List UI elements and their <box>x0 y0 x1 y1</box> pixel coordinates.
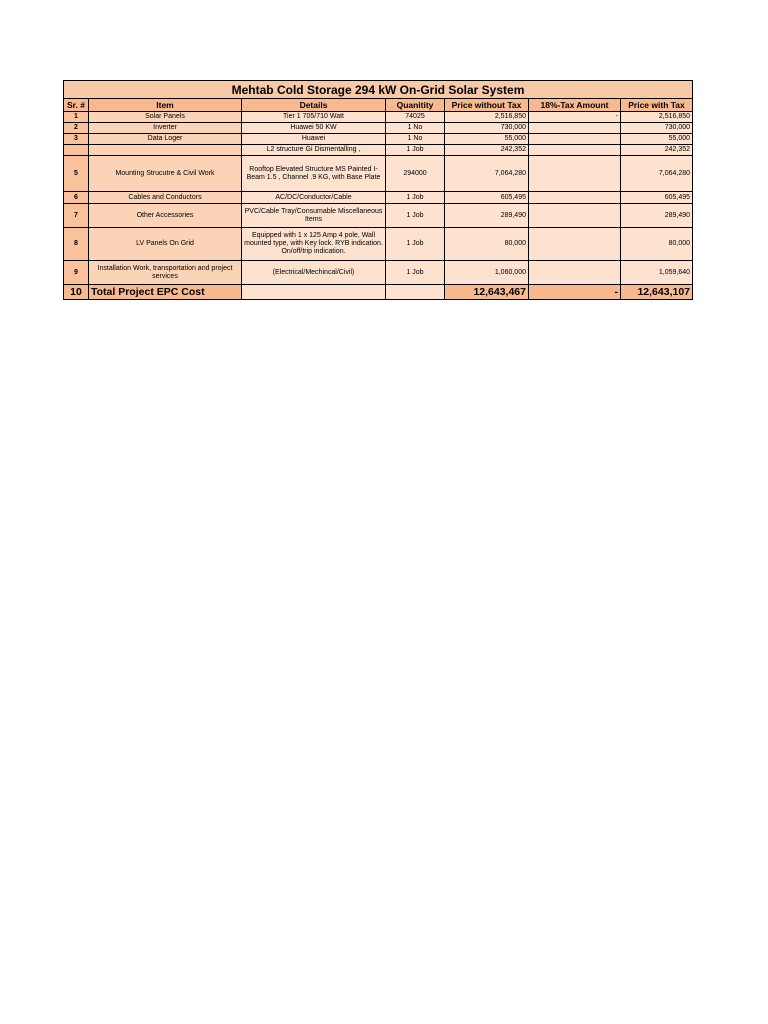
title-row <box>64 81 693 99</box>
cell-quantity[interactable]: 74025 <box>386 112 445 123</box>
cell-item[interactable]: Other Accessories <box>89 204 242 228</box>
cell-price-without-tax[interactable]: 605,495 <box>445 192 529 204</box>
cell-tax-amount[interactable] <box>529 261 621 285</box>
total-tax-amount[interactable]: - <box>529 285 621 300</box>
cell-item[interactable]: Installation Work, transportation and project services <box>89 261 242 285</box>
table-row <box>64 123 693 134</box>
total-price-with-tax[interactable]: 12,643,107 <box>621 285 693 300</box>
cell-item[interactable] <box>89 145 242 156</box>
cell-details[interactable]: Huawei 50 KW <box>242 123 386 134</box>
cell-sr[interactable]: 6 <box>64 192 89 204</box>
header-row <box>64 99 693 112</box>
table-row <box>64 156 693 192</box>
col-header-price-without-tax[interactable]: Price without Tax <box>445 99 529 112</box>
cell-price-with-tax[interactable]: 2,516,850 <box>621 112 693 123</box>
cell-price-without-tax[interactable]: 289,490 <box>445 204 529 228</box>
table-row <box>64 134 693 145</box>
table-row <box>64 192 693 204</box>
cell-tax-amount[interactable]: - <box>529 112 621 123</box>
col-header-item[interactable]: Item <box>89 99 242 112</box>
cell-quantity[interactable]: 1 Job <box>386 228 445 261</box>
cell-quantity[interactable]: 1 Job <box>386 204 445 228</box>
cell-details[interactable]: PVC/Cable Tray/Consumable Miscellaneous Items <box>242 204 386 228</box>
cell-price-with-tax[interactable]: 1,059,640 <box>621 261 693 285</box>
cell-quantity[interactable]: 1 No <box>386 134 445 145</box>
cell-price-without-tax[interactable]: 55,000 <box>445 134 529 145</box>
cell-sr[interactable]: 7 <box>64 204 89 228</box>
total-row <box>64 285 693 300</box>
cell-item[interactable]: LV Panels On Grid <box>89 228 242 261</box>
cell-details[interactable]: (Electrical/Mechincal/Civil) <box>242 261 386 285</box>
cell-price-with-tax[interactable]: 242,352 <box>621 145 693 156</box>
cell-details[interactable]: Tier 1 705/710 Watt <box>242 112 386 123</box>
cell-price-without-tax[interactable]: 1,060,000 <box>445 261 529 285</box>
cell-price-with-tax[interactable]: 7,064,280 <box>621 156 693 192</box>
cell-price-without-tax[interactable]: 2,516,850 <box>445 112 529 123</box>
table-row <box>64 145 693 156</box>
total-price-without-tax[interactable]: 12,643,467 <box>445 285 529 300</box>
cell-sr[interactable]: 8 <box>64 228 89 261</box>
epc-cost-table <box>63 80 693 300</box>
total-quantity-blank[interactable] <box>386 285 445 300</box>
cell-price-with-tax[interactable]: 605,495 <box>621 192 693 204</box>
cell-tax-amount[interactable] <box>529 192 621 204</box>
cell-tax-amount[interactable] <box>529 134 621 145</box>
cell-quantity[interactable]: 294000 <box>386 156 445 192</box>
cell-sr[interactable]: 2 <box>64 123 89 134</box>
total-details-blank[interactable] <box>242 285 386 300</box>
cell-sr[interactable]: 9 <box>64 261 89 285</box>
cell-tax-amount[interactable] <box>529 228 621 261</box>
cell-sr[interactable]: 3 <box>64 134 89 145</box>
cell-price-without-tax[interactable]: 7,064,280 <box>445 156 529 192</box>
cell-item[interactable]: Data Loger <box>89 134 242 145</box>
col-header-quantity[interactable]: Quanitity <box>386 99 445 112</box>
cell-quantity[interactable]: 1 Job <box>386 261 445 285</box>
cell-quantity[interactable]: 1 No <box>386 123 445 134</box>
cell-sr[interactable]: 5 <box>64 156 89 192</box>
cell-price-without-tax[interactable]: 242,352 <box>445 145 529 156</box>
table-row <box>64 204 693 228</box>
cell-tax-amount[interactable] <box>529 123 621 134</box>
col-header-sr[interactable]: Sr. # <box>64 99 89 112</box>
col-header-price-with-tax[interactable]: Price with Tax <box>621 99 693 112</box>
cell-item[interactable]: Mounting Strucutre & Civil Work <box>89 156 242 192</box>
table-row <box>64 112 693 123</box>
cell-price-with-tax[interactable]: 289,490 <box>621 204 693 228</box>
cell-item[interactable]: Cables and Conductors <box>89 192 242 204</box>
table-row <box>64 261 693 285</box>
cell-quantity[interactable]: 1 Job <box>386 145 445 156</box>
cell-details[interactable]: Rooftop Elevated Structure MS Painted I-Beam 1.5 , Channel .9 KG, with Base Plate <box>242 156 386 192</box>
cell-price-with-tax[interactable]: 80,000 <box>621 228 693 261</box>
cell-details[interactable]: AC/DC/Conductor/Cable <box>242 192 386 204</box>
cell-price-without-tax[interactable]: 80,000 <box>445 228 529 261</box>
total-label[interactable]: Total Project EPC Cost <box>89 285 242 300</box>
cell-price-with-tax[interactable]: 55,000 <box>621 134 693 145</box>
cell-details[interactable]: Equipped with 1 x 125 Amp 4 pole, Wall mounted type, with Key lock. RYB indication. On/off/trip indication. <box>242 228 386 261</box>
col-header-details[interactable]: Details <box>242 99 386 112</box>
cell-tax-amount[interactable] <box>529 204 621 228</box>
col-header-tax-amount[interactable]: 18%-Tax Amount <box>529 99 621 112</box>
cell-item[interactable]: Solar Panels <box>89 112 242 123</box>
cell-price-with-tax[interactable]: 730,000 <box>621 123 693 134</box>
cell-sr[interactable]: 1 <box>64 112 89 123</box>
sheet-title[interactable]: Mehtab Cold Storage 294 kW On-Grid Solar System <box>64 81 693 99</box>
cell-sr[interactable] <box>64 145 89 156</box>
cell-quantity[interactable]: 1 Job <box>386 192 445 204</box>
table-row <box>64 228 693 261</box>
cell-details[interactable]: L2 structure Gi Dismentalling , <box>242 145 386 156</box>
cell-price-without-tax[interactable]: 730,000 <box>445 123 529 134</box>
cell-tax-amount[interactable] <box>529 145 621 156</box>
cell-item[interactable]: Inverter <box>89 123 242 134</box>
cell-tax-amount[interactable] <box>529 156 621 192</box>
cell-details[interactable]: Huawei <box>242 134 386 145</box>
total-sr[interactable]: 10 <box>64 285 89 300</box>
